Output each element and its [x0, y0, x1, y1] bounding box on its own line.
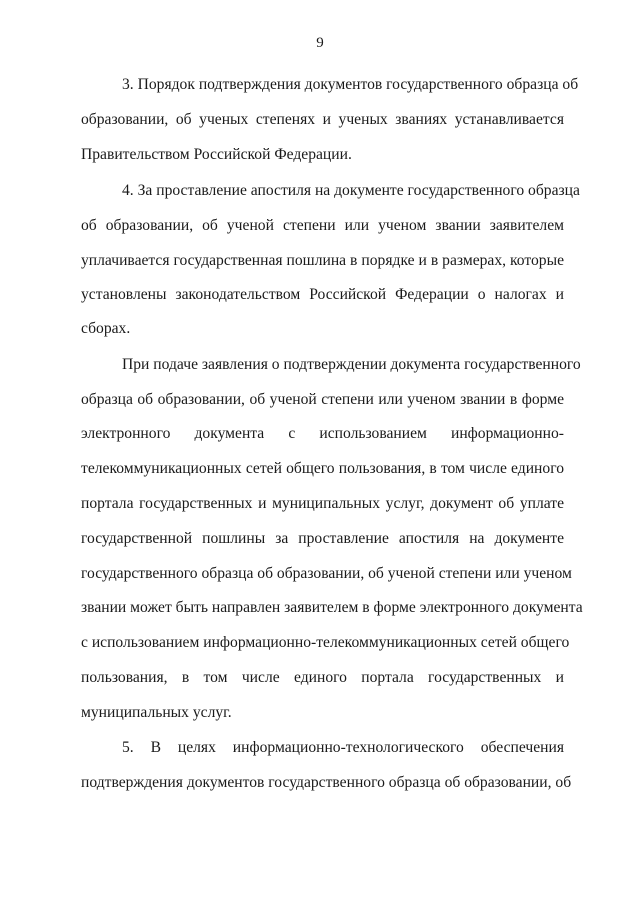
paragraph-4b-line-5: портала государственных и муниципальных услуг, документ об уплате [81, 495, 564, 512]
paragraph-4b-line-10: пользования, в том числе единого портала государственных и [81, 669, 564, 686]
paragraph-4b-line-6: государственной пошлины за проставление апостиля на документе [81, 530, 564, 547]
paragraph-4b-line-7: государственного образца об образовании, об ученой степени или ученом [81, 565, 572, 582]
paragraph-4b-line-8: звании может быть направлен заявителем в форме электронного документа [81, 599, 583, 616]
paragraph-4b-line-3: электронного документа с использованием информационно- [81, 425, 564, 442]
paragraph-3-line-1: 3. Порядок подтверждения документов государственного образца об [122, 76, 579, 93]
paragraph-4-line-5: сборах. [81, 320, 131, 337]
paragraph-5-line-1: 5. В целях информационно-технологического обеспечения [122, 739, 564, 756]
paragraph-4-line-3: уплачивается государственная пошлина в порядке и в размерах, которые [81, 252, 564, 269]
paragraph-3-line-2: образовании, об ученых степенях и ученых званиях устанавливается [81, 111, 564, 128]
paragraph-4-line-1: 4. За проставление апостиля на документе государственного образца [122, 182, 580, 199]
paragraph-4b-line-1: При подаче заявления о подтверждении документа государственного [122, 356, 581, 373]
paragraph-4b-line-4: телекоммуникационных сетей общего пользования, в том числе единого [81, 460, 564, 477]
paragraph-3-line-3: Правительством Российской Федерации. [81, 146, 352, 163]
paragraph-4b-line-11: муниципальных услуг. [81, 704, 232, 721]
paragraph-4-line-4: установлены законодательством Российской Федерации о налогах и [81, 286, 564, 303]
paragraph-4b-line-9: с использованием информационно-телекоммуникационных сетей общего [81, 634, 570, 651]
paragraph-4-line-2: об образовании, об ученой степени или ученом звании заявителем [81, 217, 564, 234]
page-number: 9 [316, 35, 324, 51]
paragraph-5-line-2: подтверждения документов государственного образца об образовании, об [81, 774, 572, 791]
paragraph-4b-line-2: образца об образовании, об ученой степени или ученом звании в форме [81, 391, 564, 408]
